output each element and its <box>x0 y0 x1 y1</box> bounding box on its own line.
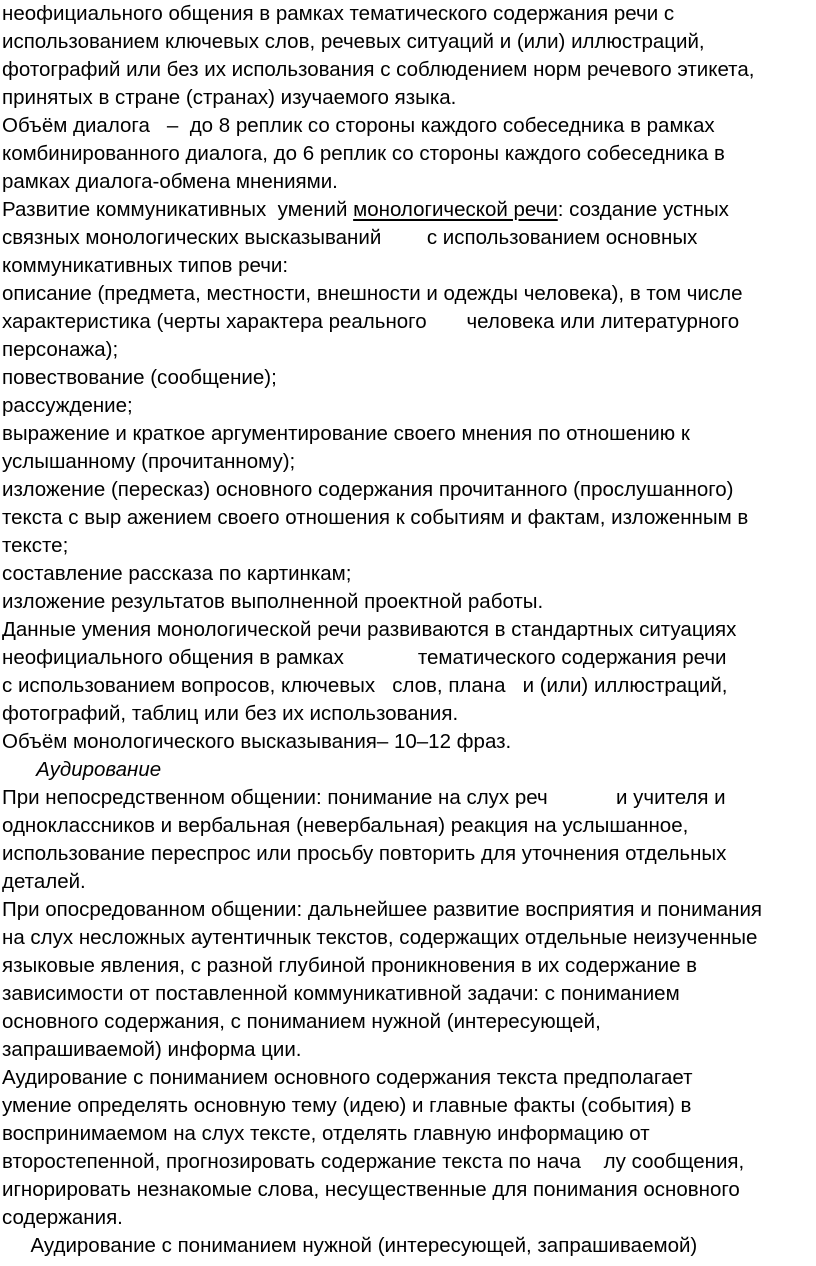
text-line: Аудирование с пониманием нужной (интересующей, запрашиваемой) <box>2 1234 698 1257</box>
text-line: тексте; <box>2 534 69 557</box>
text-line: Объём монологического высказывания– 10–12 фраз. <box>2 730 512 753</box>
text-line: При опосредованном общении: дальнейшее развитие восприятия и понимания <box>2 898 763 921</box>
text-line: воспринимаемом на слух тексте, отделять главную информацию от <box>2 1122 650 1145</box>
section-heading: Аудирование <box>2 758 162 781</box>
text-line: неофициального общения в рамках тематического содержания речи с <box>2 2 675 25</box>
text-line: использование переспрос или просьбу повторить для уточнения отдельных <box>2 842 727 865</box>
text-line: языковые явления, с разной глубиной проникновения в их содержание в <box>2 954 698 977</box>
text-line: описание (предмета, местности, внешности и одежды человека), в том числе <box>2 282 743 305</box>
text-line: фотографий или без их использования с соблюдением норм речевого этикета, <box>2 58 755 81</box>
text-line: составление рассказа по картинкам; <box>2 562 352 585</box>
text-line: рамках диалога-обмена мнениями. <box>2 170 338 193</box>
text-line: Объём диалога – до 8 реплик со стороны каждого собеседника в рамках <box>2 114 715 137</box>
text-line: содержания. <box>2 1206 123 1229</box>
text-line: запрашиваемой) информа ции. <box>2 1038 302 1061</box>
text-line: с использованием вопросов, ключевых слов, плана и (или) иллюстраций, <box>2 674 728 697</box>
text-line: коммуникативных типов речи: <box>2 254 289 277</box>
text-line: умение определять основную тему (идею) и главные факты (события) в <box>2 1094 692 1117</box>
text-line: повествование (сообщение); <box>2 366 277 389</box>
text-line: Аудирование с пониманием основного содержания текста предполагает <box>2 1066 693 1089</box>
text-line: характеристика (черты характера реального человека или литературного <box>2 310 740 333</box>
text-line: игнорировать незнакомые слова, несущественные для понимания основного <box>2 1178 740 1201</box>
text-line: Данные умения монологической речи развиваются в стандартных ситуациях <box>2 618 737 641</box>
text-line: деталей. <box>2 870 86 893</box>
text-line: основного содержания, с пониманием нужной (интересующей, <box>2 1010 601 1033</box>
text-line: изложение результатов выполненной проектной работы. <box>2 590 544 613</box>
text-line: использованием ключевых слов, речевых ситуаций и (или) иллюстраций, <box>2 30 705 53</box>
text-line: второстепенной, прогнозировать содержание текста по нача лу сообщения, <box>2 1150 745 1173</box>
text-line: принятых в стране (странах) изучаемого языка. <box>2 86 457 109</box>
text-segment: Развитие коммуникативных умений <box>2 198 354 221</box>
text-line <box>2 196 729 223</box>
text-line: изложение (пересказ) основного содержания прочитанного (прослушанного) <box>2 478 734 501</box>
text-line: услышанному (прочитанному); <box>2 450 296 473</box>
text-line: фотографий, таблиц или без их использования. <box>2 702 459 725</box>
text-line: связных монологических высказываний с использованием основных <box>2 226 698 249</box>
text-line: При непосредственном общении: понимание на слух реч и учителя и <box>2 786 726 809</box>
text-line: комбинированного диалога, до 6 реплик со стороны каждого собеседника в <box>2 142 725 165</box>
text-line: персонажа); <box>2 338 119 361</box>
underlined-term: монологической речи <box>353 198 558 221</box>
text-segment: : создание устных <box>557 198 729 221</box>
text-line: выражение и краткое аргументирование своего мнения по отношению к <box>2 422 690 445</box>
text-line: на слух несложных аутентичнык текстов, содержащих отдельные неизученные <box>2 926 758 949</box>
text-line: рассуждение; <box>2 394 133 417</box>
text-line: текста с выр ажением своего отношения к событиям и фактам, изложенным в <box>2 506 749 529</box>
text-line: одноклассников и вербальная (невербальная) реакция на услышанное, <box>2 814 689 837</box>
text-line: неофициального общения в рамках тематического содержания речи <box>2 646 727 669</box>
text-line: зависимости от поставленной коммуникативной задачи: с пониманием <box>2 982 680 1005</box>
